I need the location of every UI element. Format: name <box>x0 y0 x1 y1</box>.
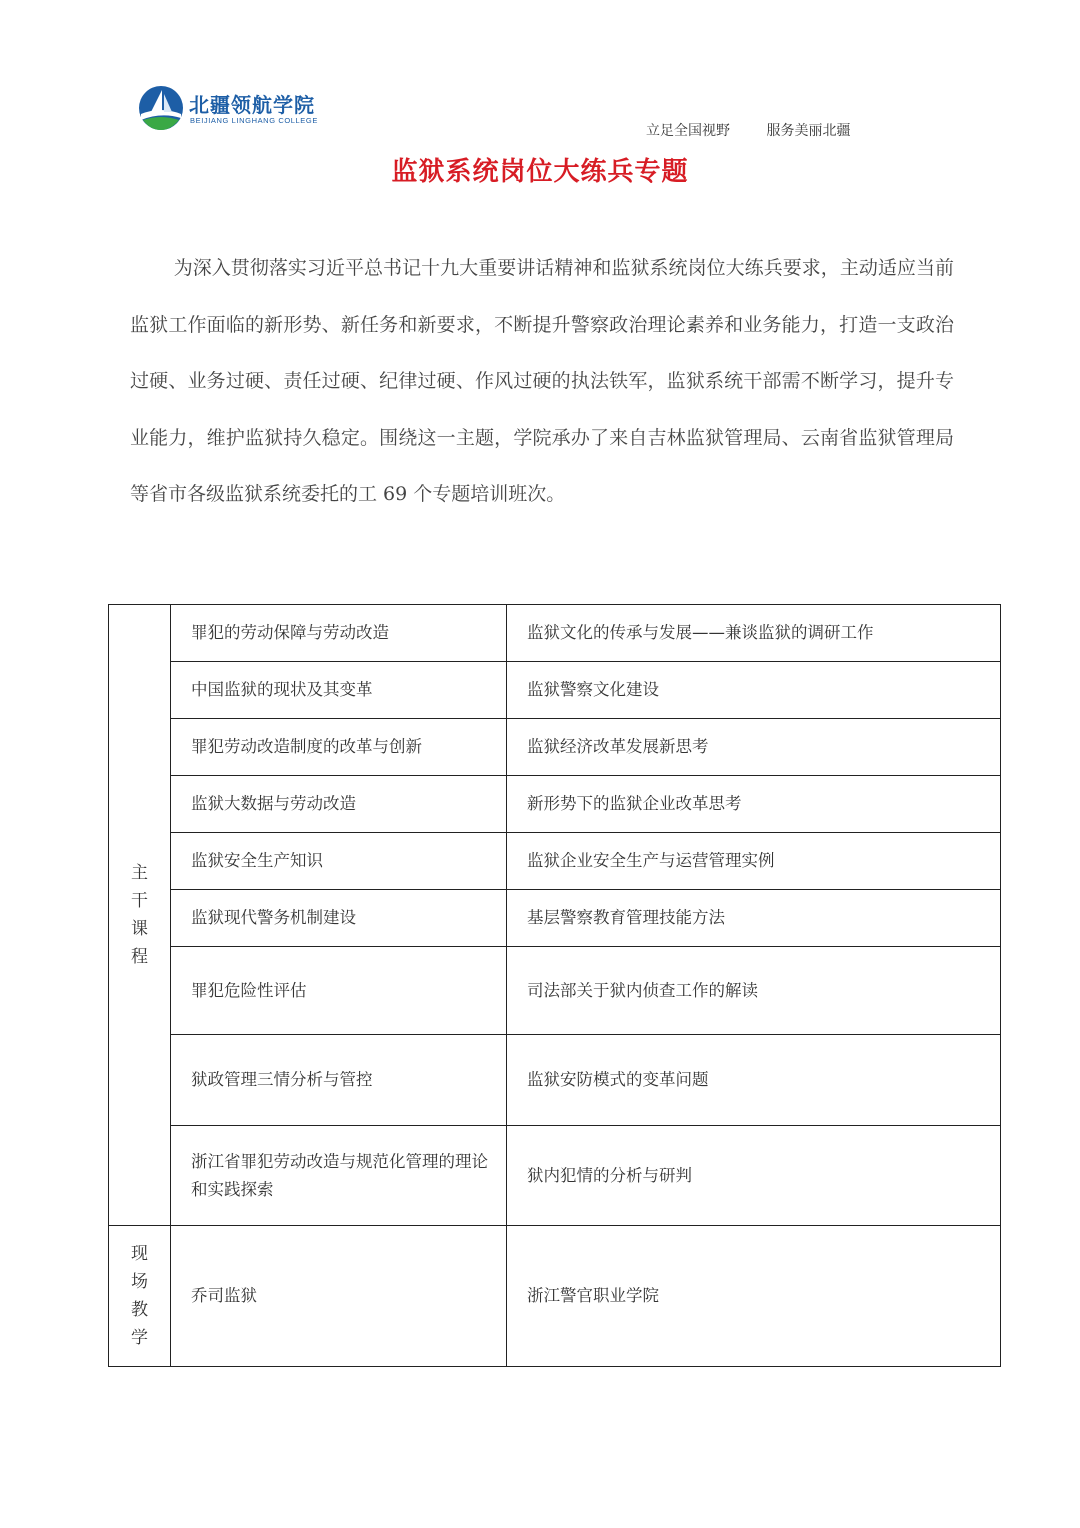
slogan-left: 立足全国视野 <box>646 123 730 139</box>
course-cell: 狱内犯情的分析与研判 <box>507 1126 1001 1226</box>
table-row <box>109 719 1001 776</box>
course-cell: 监狱警察文化建设 <box>507 662 1001 719</box>
intro-paragraph: 为深入贯彻落实习近平总书记十九大重要讲话精神和监狱系统岗位大练兵要求，主动适应当前监狱工作面临的新形势、新任务和新要求，不断提升警察政治理论素养和业务能力，打造一支政治过硬、业务过硬、责任过硬、纪律过硬、作风过硬的执法铁军，监狱系统干部需不断学习，提升专业能力，维护监狱持久稳定。围绕这一主题，学院承办了来自吉林监狱管理局、云南省监狱管理局等省市各级监狱系统委托的工 69 个专题培训班次。 <box>130 257 954 505</box>
course-cell: 乔司监狱 <box>171 1226 507 1367</box>
college-emblem-icon <box>137 84 185 132</box>
table-row <box>109 1126 1001 1226</box>
course-cell: 基层警察教育管理技能方法 <box>507 890 1001 947</box>
course-cell: 监狱安防模式的变革问题 <box>507 1035 1001 1126</box>
course-cell: 监狱文化的传承与发展——兼谈监狱的调研工作 <box>507 605 1001 662</box>
course-cell: 司法部关于狱内侦查工作的解读 <box>507 947 1001 1035</box>
college-logo <box>137 84 337 132</box>
table-row <box>109 833 1001 890</box>
course-cell: 监狱现代警务机制建设 <box>171 890 507 947</box>
course-cell: 监狱企业安全生产与运营管理实例 <box>507 833 1001 890</box>
table-row <box>109 662 1001 719</box>
slogan-right: 服务美丽北疆 <box>766 123 851 139</box>
category-label: 现场教学 <box>130 1244 148 1348</box>
table-row <box>109 605 1001 662</box>
course-cell: 罪犯劳动改造制度的改革与创新 <box>171 719 507 776</box>
course-cell: 监狱大数据与劳动改造 <box>171 776 507 833</box>
category-label: 主干课程 <box>130 863 148 967</box>
category-cell <box>109 1226 171 1367</box>
table-row <box>109 947 1001 1035</box>
course-cell: 罪犯的劳动保障与劳动改造 <box>171 605 507 662</box>
table-row <box>109 890 1001 947</box>
course-cell: 浙江警官职业学院 <box>507 1226 1001 1367</box>
category-cell <box>109 605 171 1226</box>
table-row <box>109 1035 1001 1126</box>
table-row <box>109 1226 1001 1367</box>
course-cell: 监狱安全生产知识 <box>171 833 507 890</box>
slogan <box>646 120 850 140</box>
course-cell: 新形势下的监狱企业改革思考 <box>507 776 1001 833</box>
college-name: 北疆领航学院 <box>189 93 315 117</box>
table-row <box>109 776 1001 833</box>
course-cell: 狱政管理三情分析与管控 <box>171 1035 507 1126</box>
course-cell: 罪犯危险性评估 <box>171 947 507 1035</box>
page-title: 监狱系统岗位大练兵专题 <box>391 157 689 187</box>
course-cell: 监狱经济改革发展新思考 <box>507 719 1001 776</box>
course-cell: 浙江省罪犯劳动改造与规范化管理的理论和实践探索 <box>171 1126 507 1226</box>
course-cell: 中国监狱的现状及其变革 <box>171 662 507 719</box>
course-table <box>108 604 1001 1367</box>
college-english-name: BEIJIANG LINGHANG COLLEGE <box>190 116 318 125</box>
